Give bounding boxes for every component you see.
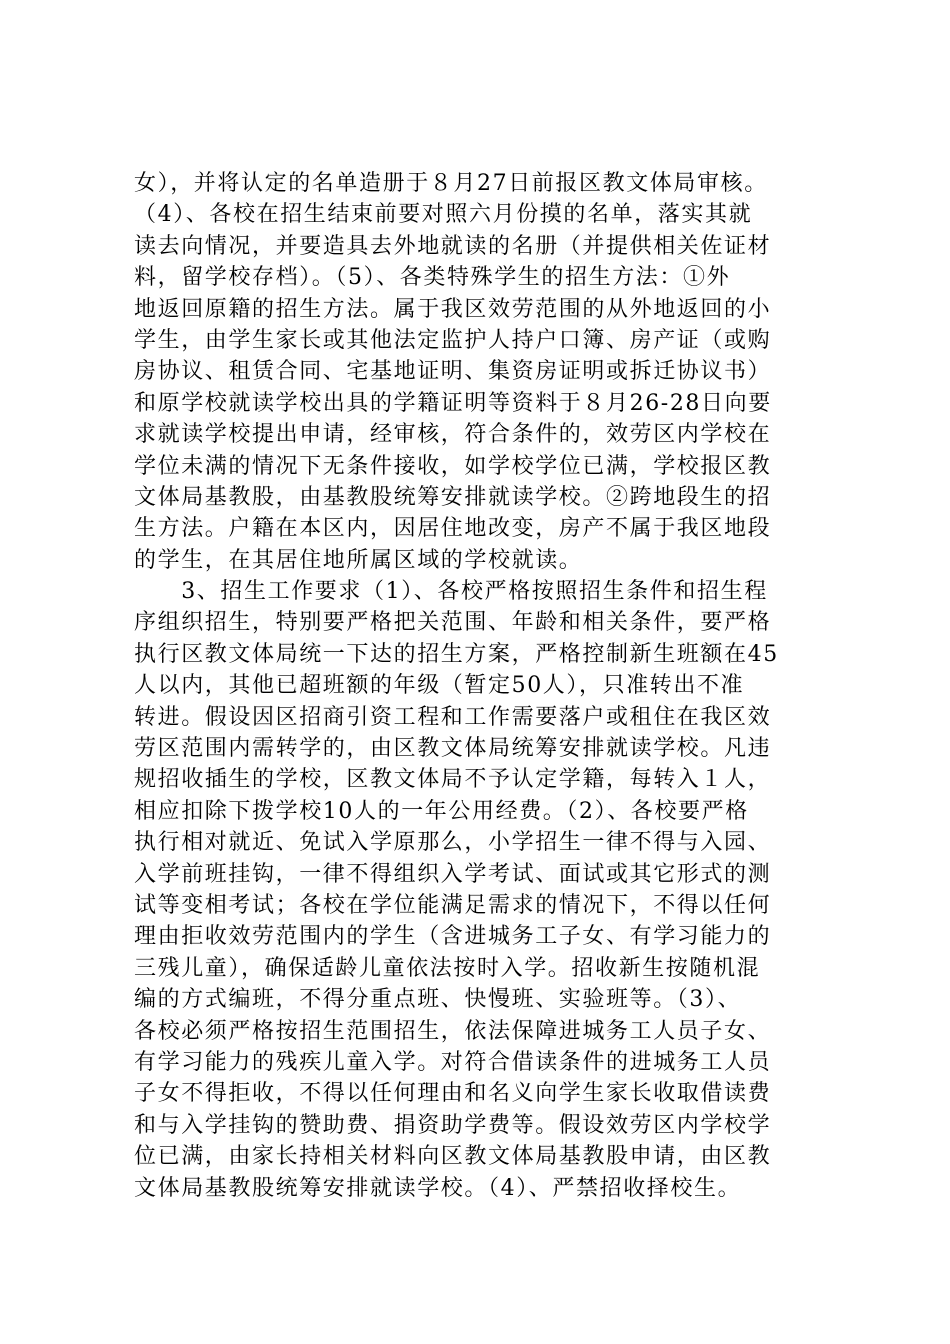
text-line: 学位未满的情况下无条件接收，如学校学位已满，学校报区教 [134, 453, 772, 479]
text-line: 执行相对就近、免试入学原那么，小学招生一律不得与入园、 [134, 830, 772, 856]
text-line: 女），并将认定的名单造册于８月27日前报区教文体局审核。 [134, 171, 768, 196]
text-line: 和与入学挂钩的赞助费、捐资助学费等。假设效劳区内学校学 [134, 1112, 772, 1138]
text-line: 文体局基教股统筹安排就读学校。（4）、严禁招收择校生。 [134, 1175, 742, 1201]
text-line: 地返回原籍的招生方法。属于我区效劳范围的从外地返回的小 [134, 296, 772, 322]
text-line: 试等变相考试；各校在学位能满足需求的情况下，不得以任何 [134, 892, 772, 918]
text-line: 子女不得拒收，不得以任何理由和名义向学生家长收取借读费 [134, 1081, 772, 1107]
text-line: 相应扣除下拨学校10人的一年公用经费。（2）、各校要严格 [134, 798, 749, 824]
text-line: 和原学校就读学校出具的学籍证明等资料于８月26-28日向要 [134, 390, 772, 416]
text-line: 人以内，其他已超班额的年级（暂定50人），只准转出不准 [134, 673, 745, 699]
text-line: 执行区教文体局统一下达的招生方案，严格控制新生班额在45 [134, 641, 779, 667]
text-line: 入学前班挂钩，一律不得组织入学考试、面试或其它形式的测 [134, 861, 772, 887]
text-line: 序组织招生，特别要严格把关范围、年龄和相关条件，要严格 [134, 610, 772, 636]
document-body [134, 168, 834, 1204]
text-line: 规招收插生的学校，区教文体局不予认定学籍，每转入１人， [134, 767, 772, 793]
text-line: 三残儿童），确保适龄儿童依法按时入学。招收新生按随机混 [134, 955, 761, 981]
text-line: 转进。假设因区招商引资工程和工作需要落户或租住在我区效 [134, 704, 772, 730]
text-line: 学生，由学生家长或其他法定监护人持户口簿、房产证（或购 [134, 327, 772, 353]
text-line: 求就读学校提出申请，经审核，符合条件的，效劳区内学校在 [134, 422, 772, 448]
text-line: 生方法。户籍在本区内，因居住地改变，房产不属于我区地段 [134, 516, 772, 542]
text-line: 劳区范围内需转学的，由区教文体局统筹安排就读学校。凡违 [134, 736, 772, 762]
text-line: 的学生，在其居住地所属区域的学校就读。 [134, 547, 583, 573]
text-line: 各校必须严格按招生范围招生，依法保障进城务工人员子女、 [134, 1018, 772, 1044]
text-line: 3、招生工作要求（1）、各校严格按照招生条件和招生程 [134, 579, 768, 605]
text-line: 文体局基教股，由基教股统筹安排就读学校。②跨地段生的招 [134, 484, 772, 510]
text-line: 理由拒收效劳范围内的学生（含进城务工子女、有学习能力的 [134, 924, 772, 950]
text-line: 位已满，由家长持相关材料向区教文体局基教股申请，由区教 [134, 1144, 772, 1170]
text-line: 有学习能力的残疾儿童入学。对符合借读条件的进城务工人员 [134, 1049, 772, 1075]
text-line: 房协议、租赁合同、宅基地证明、集资房证明或拆迁协议书） [134, 359, 772, 385]
text-line: 编的方式编班，不得分重点班、快慢班、实验班等。（3）、 [134, 987, 742, 1013]
text-line: （4）、各校在招生结束前要对照六月份摸的名单，落实其就 [134, 202, 753, 228]
text-line: 读去向情况，并要造具去外地就读的名册（并提供相关佐证材 [134, 233, 772, 259]
text-line: 料，留学校存档）。（5）、各类特殊学生的招生方法：①外 [134, 265, 731, 291]
